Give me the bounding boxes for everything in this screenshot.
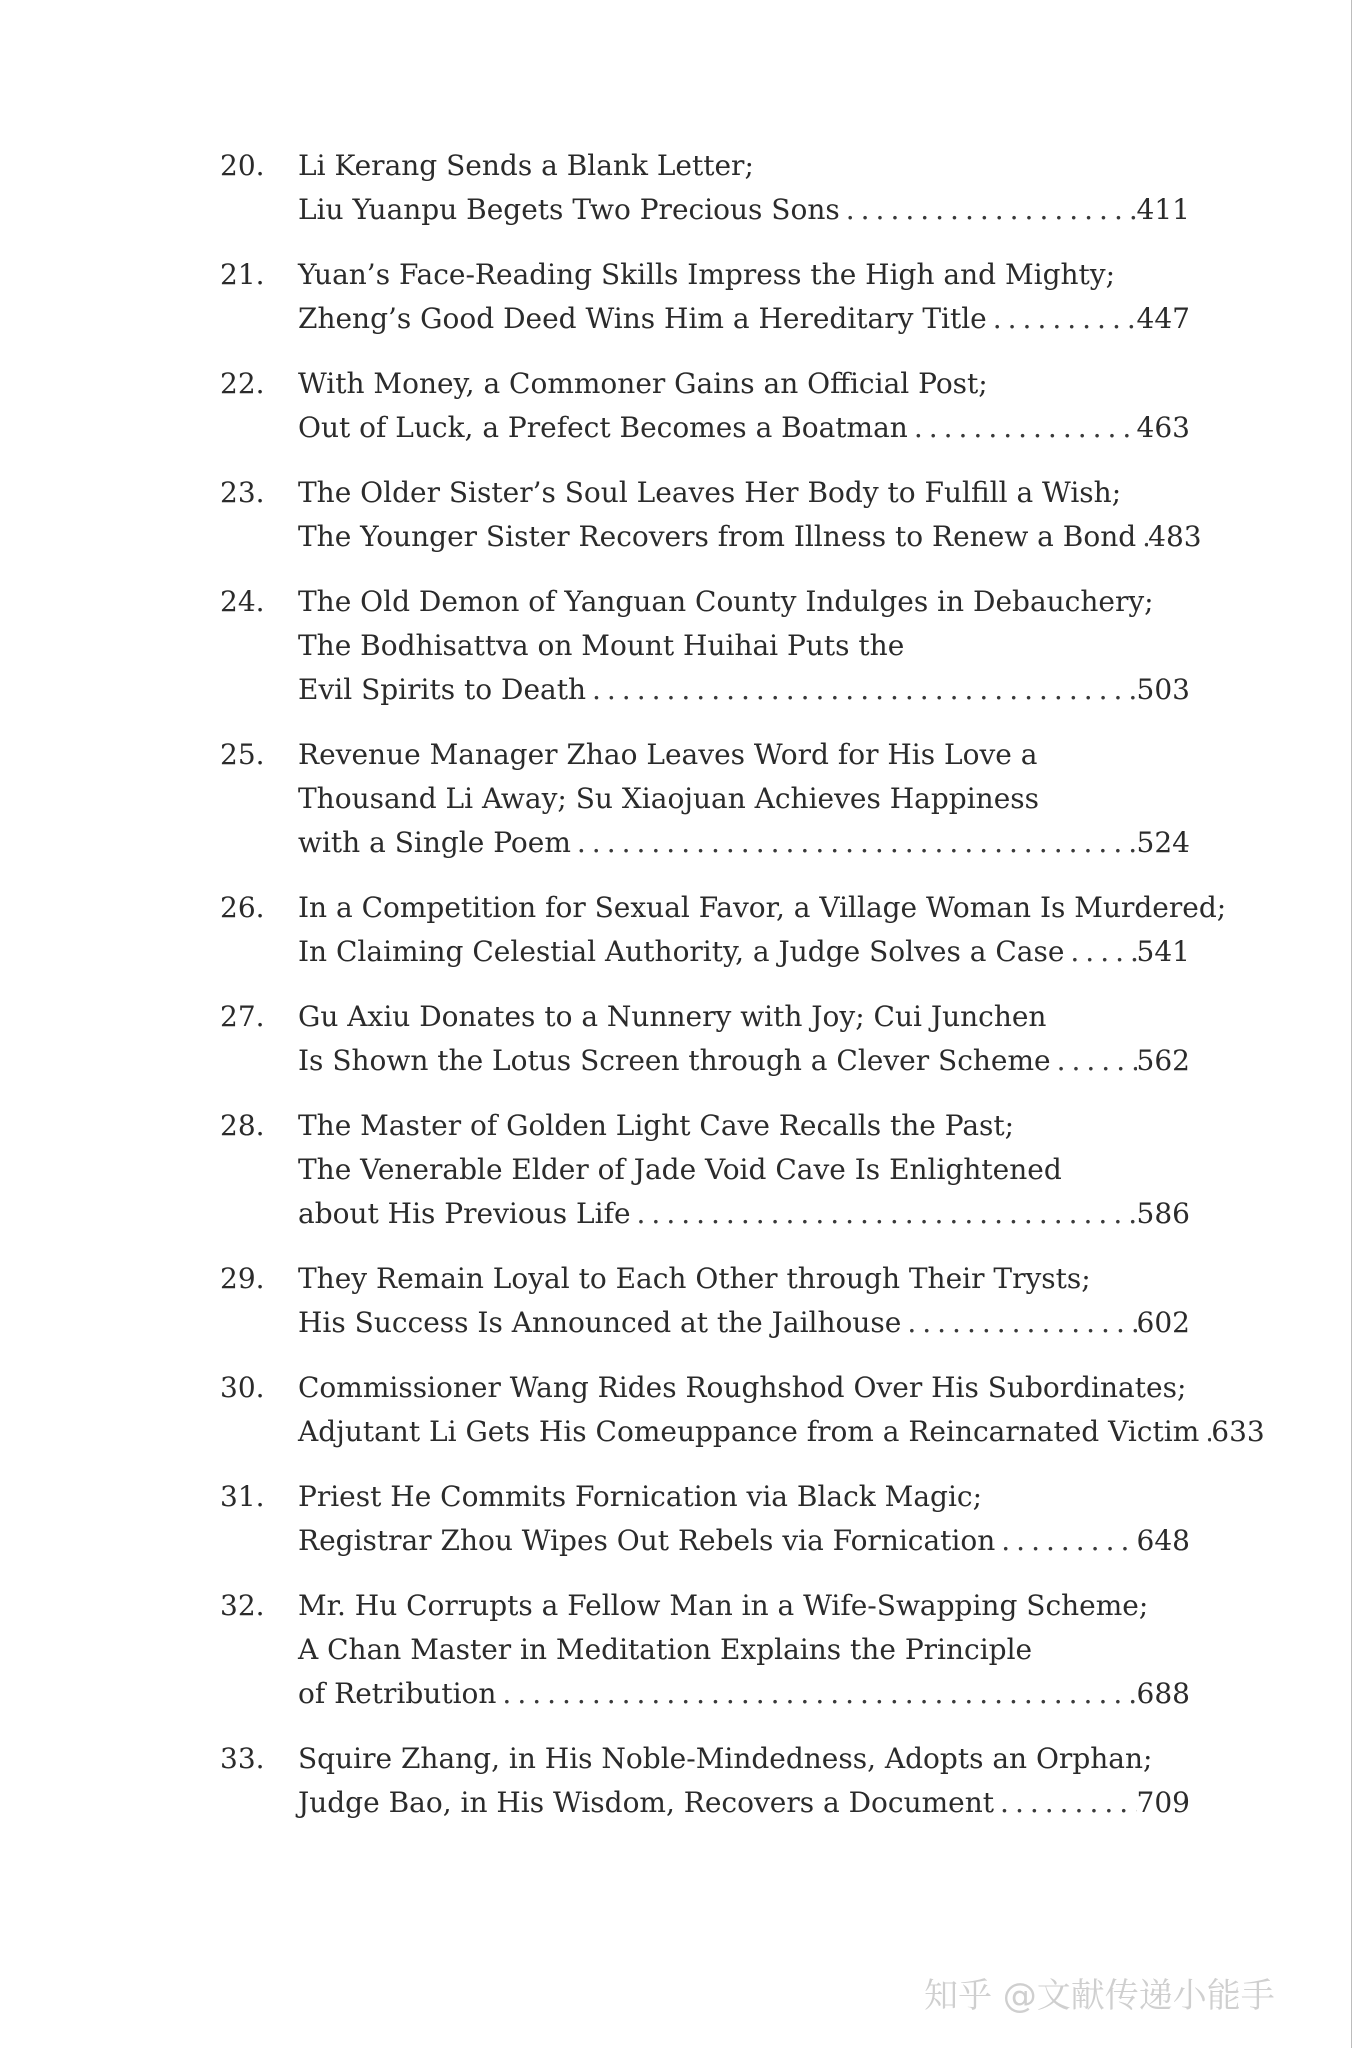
dot-leader (994, 1781, 1137, 1825)
chapter-title-line: The Younger Sister Recovers from Illness to Renew a Bond (298, 520, 1137, 553)
page-number: 463 (1136, 411, 1190, 444)
dot-leader (840, 188, 1137, 232)
chapter-title-line: Registrar Zhou Wipes Out Rebels via Fornication (298, 1524, 996, 1557)
table-of-contents (220, 144, 1265, 1846)
chapter-number: 30. (220, 1371, 265, 1404)
toc-entry-23 (220, 471, 1202, 559)
chapter-title-line: The Old Demon of Yanguan County Indulges in Debauchery; (298, 585, 1154, 618)
chapter-title-line: Evil Spirits to Death (298, 673, 586, 706)
page-number: 483 (1148, 520, 1202, 553)
chapter-title-line: With Money, a Commoner Gains an Official Post; (298, 367, 988, 400)
chapter-title-line: Thousand Li Away; Su Xiaojuan Achieves Happiness (298, 782, 1040, 815)
chapter-title-line: Liu Yuanpu Begets Two Precious Sons (298, 193, 840, 226)
page-number: 541 (1136, 935, 1190, 968)
chapter-number: 23. (220, 476, 265, 509)
chapter-title-line: Yuan’s Face-Reading Skills Impress the High and Mighty; (298, 258, 1116, 291)
chapter-title-line: Gu Axiu Donates to a Nunnery with Joy; Cui Junchen (298, 1000, 1047, 1033)
chapter-title-line: about His Previous Life (298, 1197, 631, 1230)
dot-leader (1051, 1039, 1137, 1083)
chapter-title-line: The Older Sister’s Soul Leaves Her Body to Fulfill a Wish; (298, 476, 1122, 509)
toc-entry-22 (220, 362, 1190, 450)
toc-entry-21 (220, 253, 1190, 341)
toc-entry-29 (220, 1257, 1190, 1345)
toc-entry-25 (220, 733, 1190, 865)
chapter-title-line: In a Competition for Sexual Favor, a Village Woman Is Murdered; (298, 891, 1227, 924)
chapter-number: 20. (220, 149, 265, 182)
chapter-title-line: Li Kerang Sends a Blank Letter; (298, 149, 754, 182)
page-number: 447 (1136, 302, 1190, 335)
toc-entry-31 (220, 1475, 1190, 1563)
chapter-title-line: Commissioner Wang Rides Roughshod Over His Subordinates; (298, 1371, 1187, 1404)
chapter-number: 33. (220, 1742, 265, 1775)
page-number: 633 (1211, 1415, 1265, 1448)
chapter-number: 26. (220, 891, 265, 924)
page-number: 562 (1136, 1044, 1190, 1077)
chapter-title-line: In Claiming Celestial Authority, a Judge Solves a Case (298, 935, 1065, 968)
chapter-title-line: with a Single Poem (298, 826, 571, 859)
dot-leader (586, 668, 1137, 712)
page-edge-line (1351, 0, 1352, 2048)
page-number: 524 (1136, 826, 1190, 859)
chapter-title-line: Mr. Hu Corrupts a Fellow Man in a Wife-Swapping Scheme; (298, 1589, 1149, 1622)
toc-entry-27 (220, 995, 1190, 1083)
dot-leader (908, 406, 1137, 450)
toc-entry-33 (220, 1737, 1190, 1825)
chapter-title-line: Judge Bao, in His Wisdom, Recovers a Document (298, 1786, 995, 1819)
toc-entry-24 (220, 580, 1190, 712)
toc-entry-20 (220, 144, 1190, 232)
dot-leader (631, 1192, 1137, 1236)
toc-entry-32 (220, 1584, 1190, 1716)
chapter-title-line: Squire Zhang, in His Noble-Mindedness, Adopts an Orphan; (298, 1742, 1153, 1775)
dot-leader (1199, 1410, 1211, 1454)
chapter-title-line: A Chan Master in Meditation Explains the Principle (298, 1633, 1033, 1666)
toc-entry-28 (220, 1104, 1190, 1236)
chapter-number: 21. (220, 258, 265, 291)
chapter-title-line: Adjutant Li Gets His Comeuppance from a Reincarnated Victim (298, 1415, 1200, 1448)
chapter-number: 29. (220, 1262, 265, 1295)
dot-leader (1136, 515, 1148, 559)
dot-leader (496, 1672, 1136, 1716)
page-number: 709 (1136, 1786, 1190, 1819)
chapter-title-line: His Success Is Announced at the Jailhouse (298, 1306, 902, 1339)
page-number: 586 (1136, 1197, 1190, 1230)
toc-entry-26 (220, 886, 1227, 974)
chapter-title-line: Out of Luck, a Prefect Becomes a Boatman (298, 411, 908, 444)
dot-leader (995, 1519, 1136, 1563)
chapter-number: 31. (220, 1480, 265, 1513)
chapter-title-line: of Retribution (298, 1677, 497, 1710)
page-number: 602 (1136, 1306, 1190, 1339)
chapter-title-line: They Remain Loyal to Each Other through Their Trysts; (298, 1262, 1091, 1295)
dot-leader (1064, 930, 1136, 974)
chapter-number: 25. (220, 738, 265, 771)
toc-entry-30 (220, 1366, 1265, 1454)
page-number: 411 (1136, 193, 1190, 226)
chapter-number: 28. (220, 1109, 265, 1142)
page-number: 688 (1136, 1677, 1190, 1710)
chapter-number: 32. (220, 1589, 265, 1622)
dot-leader (901, 1301, 1136, 1345)
chapter-number: 27. (220, 1000, 265, 1033)
watermark: 知乎 @文献传递小能手 (924, 1976, 1275, 2016)
chapter-title-line: The Bodhisattva on Mount Huihai Puts the (298, 629, 905, 662)
chapter-title-line: The Master of Golden Light Cave Recalls the Past; (298, 1109, 1015, 1142)
chapter-title-line: Zheng’s Good Deed Wins Him a Hereditary Title (298, 302, 987, 335)
chapter-title-line: The Venerable Elder of Jade Void Cave Is Enlightened (298, 1153, 1062, 1186)
dot-leader (571, 821, 1137, 865)
page-number: 503 (1136, 673, 1190, 706)
chapter-number: 22. (220, 367, 265, 400)
page-number: 648 (1136, 1524, 1190, 1557)
chapter-title-line: Priest He Commits Fornication via Black Magic; (298, 1480, 983, 1513)
chapter-title-line: Revenue Manager Zhao Leaves Word for His Love a (298, 738, 1038, 771)
dot-leader (987, 297, 1137, 341)
chapter-title-line: Is Shown the Lotus Screen through a Clever Scheme (298, 1044, 1051, 1077)
chapter-number: 24. (220, 585, 265, 618)
